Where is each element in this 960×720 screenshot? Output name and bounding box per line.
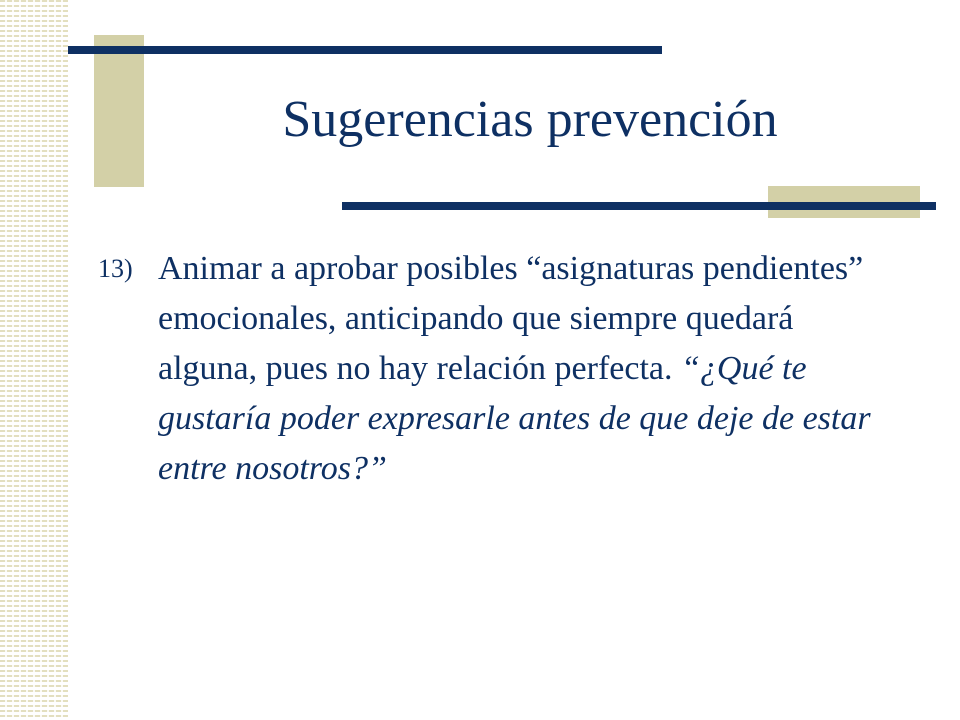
left-striped-band (0, 0, 68, 720)
item-quote: “¿Qué te gustaría poder expresarle antes de que deje de estar entre nosotros?” (158, 350, 871, 487)
title-olive-block (94, 35, 144, 187)
item-text: Animar a aprobar posibles “asignaturas pendientes” emocionales, anticipando que siempre quedará alguna, pues no hay relación perfecta. (158, 250, 864, 387)
top-navy-rule (68, 46, 662, 54)
slide-title: Sugerencias prevención (282, 91, 778, 148)
list-item (98, 244, 898, 494)
item-number: 13) (98, 254, 133, 283)
slide-body (98, 244, 898, 494)
bottom-navy-rule (342, 202, 936, 210)
